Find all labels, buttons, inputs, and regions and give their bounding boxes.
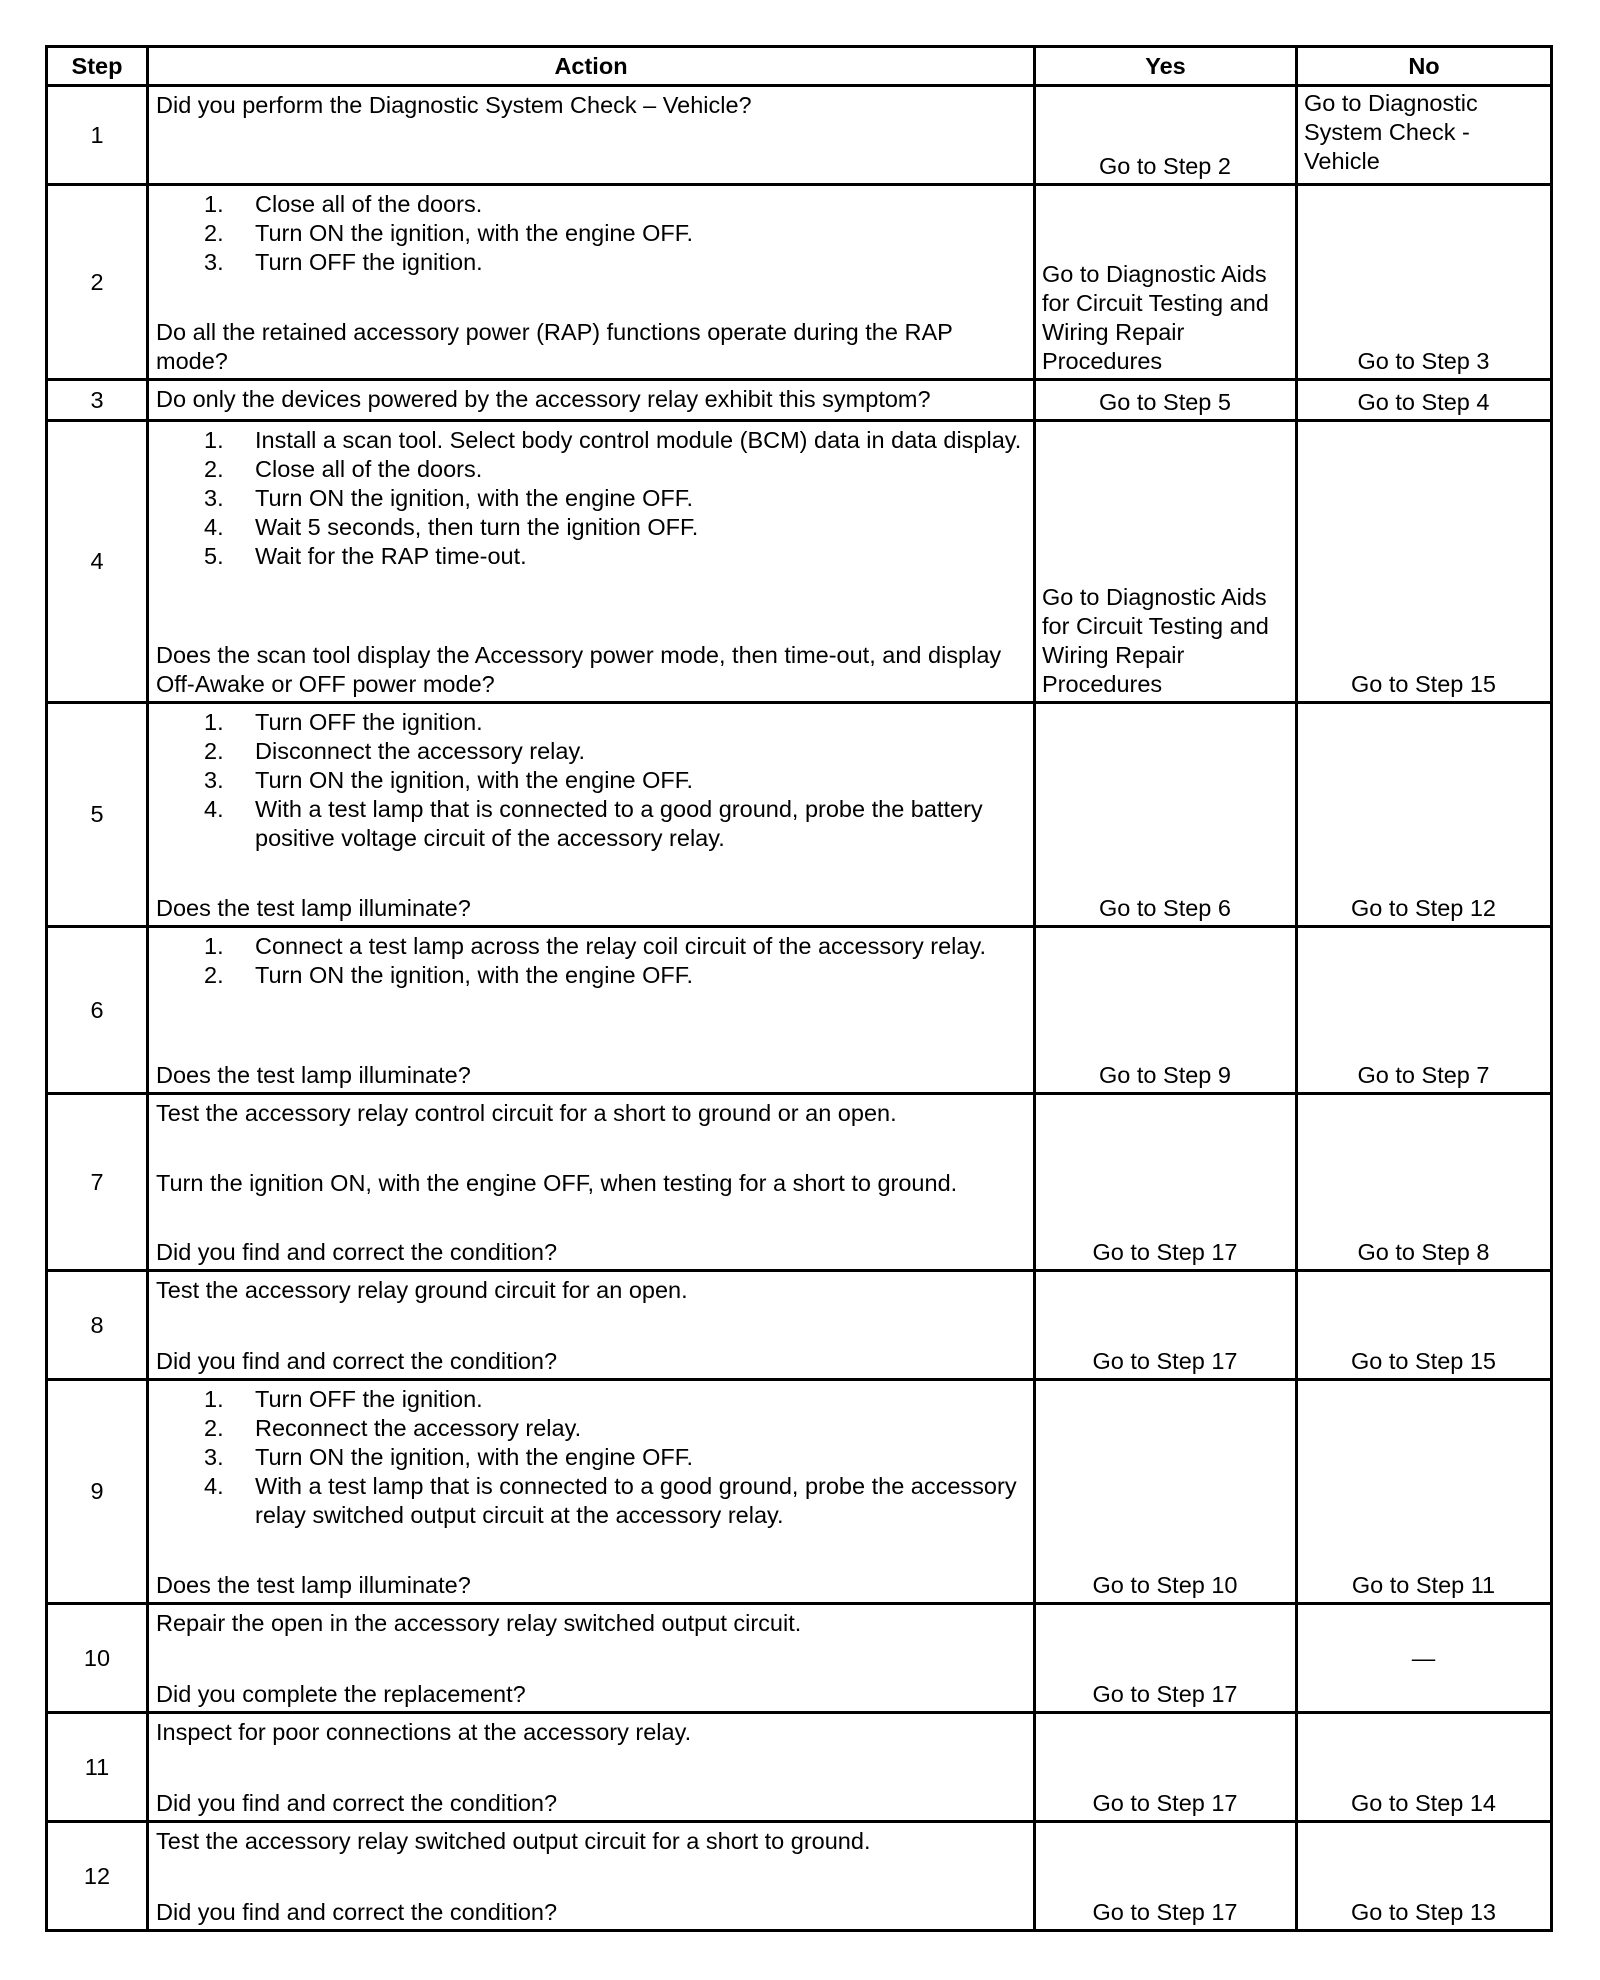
yes-text: Go to Step 17	[1092, 1681, 1238, 1707]
question-text: Do all the retained accessory power (RAP) functions operate during the RAP mode?	[156, 319, 953, 374]
list-item: 1. Install a scan tool. Select body control module (BCM) data in data display.	[204, 427, 1022, 453]
yes-cell	[1035, 380, 1297, 421]
action-text: Test the accessory relay ground circuit for an open.	[156, 1277, 688, 1303]
action-text: Repair the open in the accessory relay switched output circuit.	[156, 1610, 802, 1636]
list-item: 3. Turn ON the ignition, with the engine OFF.	[204, 485, 694, 511]
table-row	[47, 86, 1552, 185]
yes-cell	[1035, 1822, 1297, 1931]
procedure-list	[156, 1385, 1025, 1530]
list-item: 2. Turn ON the ignition, with the engine OFF.	[204, 220, 694, 246]
yes-text: Go to Step 17	[1092, 1348, 1238, 1374]
list-item: 4. Wait 5 seconds, then turn the ignition OFF.	[204, 514, 699, 540]
question-text: Does the test lamp illuminate?	[156, 895, 471, 921]
no-text: Go to Step 8	[1357, 1239, 1490, 1265]
action-cell	[148, 1094, 1035, 1271]
yes-text: Go to Step 5	[1099, 389, 1231, 415]
header-action: Action	[148, 47, 1035, 86]
table-row	[47, 1094, 1552, 1271]
table-row	[47, 1604, 1552, 1713]
list-item: 4. With a test lamp that is connected to a good ground, probe the accessory relay switched output circuit at the accessory relay.	[204, 1473, 1017, 1528]
no-cell	[1297, 380, 1552, 421]
list-item: 2. Disconnect the accessory relay.	[204, 738, 586, 764]
diagnostic-table	[45, 45, 1553, 1932]
table-row	[47, 1271, 1552, 1380]
step-number: 7	[47, 1094, 148, 1271]
yes-text: Go to Diagnostic Aids for Circuit Testing and Wiring Repair Procedures	[1042, 261, 1269, 374]
question-text: Did you find and correct the condition?	[156, 1348, 558, 1374]
no-cell	[1297, 703, 1552, 927]
dash-text: —	[1411, 1644, 1436, 1671]
yes-text: Go to Step 10	[1092, 1572, 1238, 1598]
no-text: Go to Step 3	[1357, 348, 1490, 374]
yes-cell	[1035, 1271, 1297, 1380]
yes-text: Go to Step 2	[1099, 153, 1231, 179]
list-item: 2. Reconnect the accessory relay.	[204, 1415, 582, 1441]
action-text: Inspect for poor connections at the accessory relay.	[156, 1719, 692, 1745]
no-cell	[1297, 1713, 1552, 1822]
step-number: 11	[47, 1713, 148, 1822]
question-text: Did you find and correct the condition?	[156, 1899, 558, 1925]
yes-cell	[1035, 185, 1297, 380]
list-item: 5. Wait for the RAP time-out.	[204, 543, 527, 569]
no-cell	[1297, 185, 1552, 380]
action-cell	[148, 927, 1035, 1094]
no-text: Go to Step 11	[1351, 1572, 1496, 1598]
action-cell	[148, 1604, 1035, 1713]
table-row	[47, 927, 1552, 1094]
no-cell	[1297, 1094, 1552, 1271]
table-row	[47, 421, 1552, 703]
question-text: Did you find and correct the condition?	[156, 1239, 558, 1265]
question-text: Does the test lamp illuminate?	[156, 1572, 471, 1598]
no-text: Go to Step 4	[1357, 389, 1490, 415]
list-item: 1. Turn OFF the ignition.	[204, 709, 483, 735]
header-row	[47, 47, 1552, 86]
action-cell	[148, 703, 1035, 927]
action-text: Did you perform the Diagnostic System Check – Vehicle?	[156, 92, 752, 118]
yes-text: Go to Step 17	[1092, 1899, 1238, 1925]
no-cell	[1297, 1604, 1552, 1713]
action-text: Do only the devices powered by the accessory relay exhibit this symptom?	[156, 386, 931, 412]
step-number: 8	[47, 1271, 148, 1380]
question-text: Did you complete the replacement?	[156, 1681, 526, 1707]
yes-cell	[1035, 927, 1297, 1094]
list-item: 1. Turn OFF the ignition.	[204, 1386, 483, 1412]
table-row	[47, 703, 1552, 927]
list-item: 3. Turn ON the ignition, with the engine OFF.	[204, 1444, 694, 1470]
no-text: Go to Step 7	[1357, 1062, 1490, 1088]
table-row	[47, 1380, 1552, 1604]
yes-cell	[1035, 703, 1297, 927]
action-cell	[148, 421, 1035, 703]
procedure-list	[156, 932, 1025, 990]
no-text: Go to Diagnostic System Check - Vehicle	[1304, 90, 1478, 174]
action-text: Test the accessory relay switched output circuit for a short to ground.	[156, 1828, 871, 1854]
no-text: Go to Step 14	[1350, 1790, 1497, 1816]
list-item: 1. Connect a test lamp across the relay coil circuit of the accessory relay.	[204, 933, 986, 959]
list-item: 2. Turn ON the ignition, with the engine OFF.	[204, 962, 694, 988]
step-number: 10	[47, 1604, 148, 1713]
note-text: Turn the ignition ON, with the engine OFF, when testing for a short to ground.	[156, 1169, 958, 1196]
list-item: 1. Close all of the doors.	[204, 191, 483, 217]
yes-cell	[1035, 1094, 1297, 1271]
table-row	[47, 1713, 1552, 1822]
table-row	[47, 185, 1552, 380]
no-text: Go to Step 15	[1350, 671, 1497, 697]
no-text: Go to Step 12	[1350, 895, 1497, 921]
step-number: 3	[47, 380, 148, 421]
step-number: 5	[47, 703, 148, 927]
action-text: Test the accessory relay control circuit for a short to ground or an open.	[156, 1100, 897, 1126]
step-number: 2	[47, 185, 148, 380]
action-cell	[148, 1822, 1035, 1931]
list-item: 3. Turn OFF the ignition.	[204, 249, 483, 275]
step-number: 9	[47, 1380, 148, 1604]
list-item: 4. With a test lamp that is connected to a good ground, probe the battery positive voltage circuit of the accessory relay.	[204, 796, 983, 851]
procedure-list	[156, 426, 1025, 571]
action-cell	[148, 86, 1035, 185]
no-cell	[1297, 927, 1552, 1094]
no-cell	[1297, 1271, 1552, 1380]
no-text: Go to Step 13	[1350, 1899, 1497, 1925]
yes-cell	[1035, 421, 1297, 703]
action-cell	[148, 1713, 1035, 1822]
yes-cell	[1035, 1604, 1297, 1713]
no-cell	[1297, 86, 1552, 185]
list-item: 3. Turn ON the ignition, with the engine OFF.	[204, 767, 694, 793]
procedure-list	[156, 708, 1025, 853]
table-row	[47, 380, 1552, 421]
step-number: 6	[47, 927, 148, 1094]
step-number: 12	[47, 1822, 148, 1931]
yes-cell	[1035, 1380, 1297, 1604]
yes-cell	[1035, 1713, 1297, 1822]
action-cell	[148, 380, 1035, 421]
no-text: Go to Step 15	[1350, 1348, 1497, 1374]
question-text: Does the test lamp illuminate?	[156, 1062, 471, 1088]
yes-text: Go to Step 9	[1099, 1062, 1231, 1088]
header-no: No	[1297, 47, 1552, 86]
procedure-list	[156, 190, 1025, 277]
header-yes: Yes	[1035, 47, 1297, 86]
step-number: 1	[47, 86, 148, 185]
step-number: 4	[47, 421, 148, 703]
yes-text: Go to Step 17	[1092, 1790, 1238, 1816]
table-row	[47, 1822, 1552, 1931]
no-cell	[1297, 1380, 1552, 1604]
action-cell	[148, 1271, 1035, 1380]
action-cell	[148, 1380, 1035, 1604]
header-step: Step	[47, 47, 148, 86]
question-text: Does the scan tool display the Accessory power mode, then time-out, and display Off-Awake or OFF power mode?	[156, 642, 1002, 697]
no-cell	[1297, 1822, 1552, 1931]
no-cell	[1297, 421, 1552, 703]
action-cell	[148, 185, 1035, 380]
yes-text: Go to Diagnostic Aids for Circuit Testing and Wiring Repair Procedures	[1042, 584, 1269, 697]
yes-cell	[1035, 86, 1297, 185]
yes-text: Go to Step 6	[1099, 895, 1231, 921]
list-item: 2. Close all of the doors.	[204, 456, 483, 482]
question-text: Did you find and correct the condition?	[156, 1790, 558, 1816]
yes-text: Go to Step 17	[1092, 1239, 1238, 1265]
